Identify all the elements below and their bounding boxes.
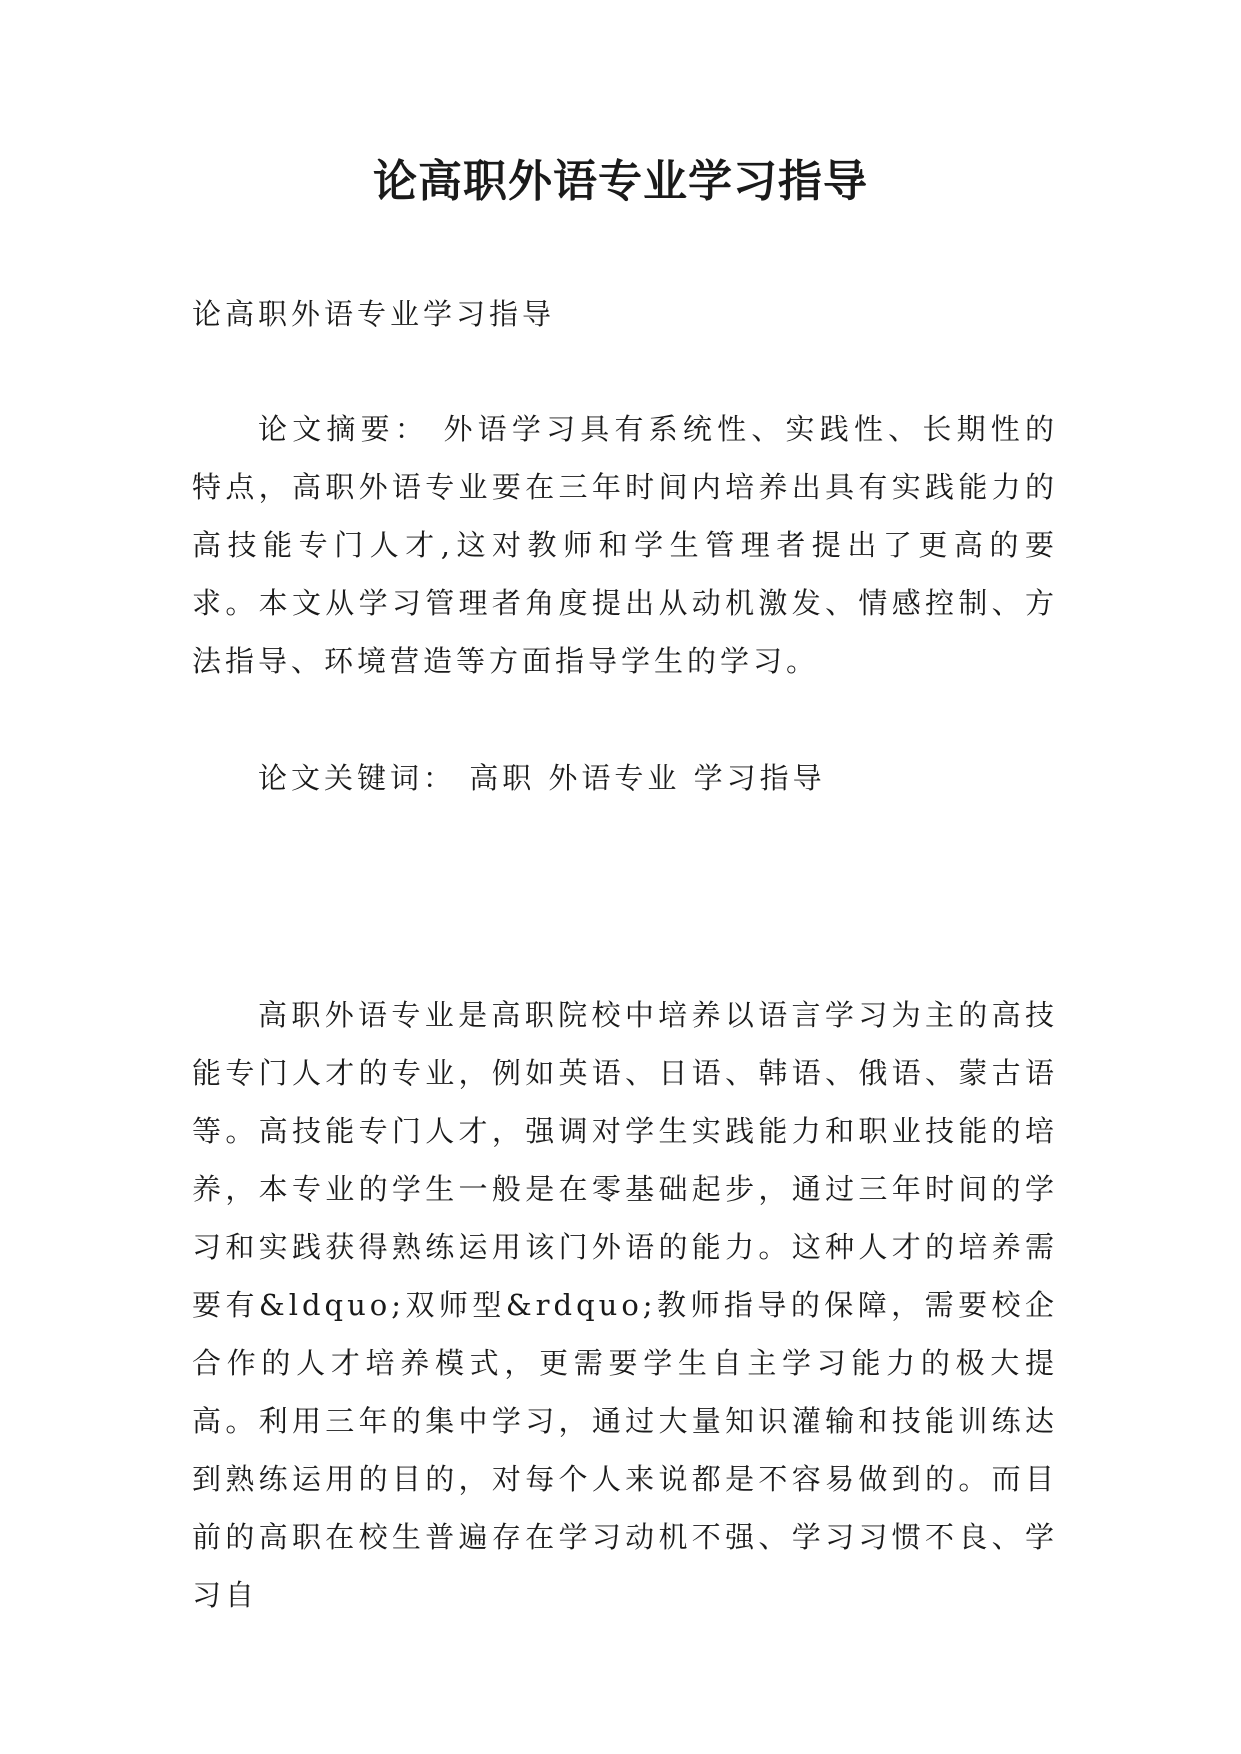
abstract-paragraph: 论文摘要： 外语学习具有系统性、实践性、长期性的特点，高职外语专业要在三年时间内培养出具有实践能力的高技能专门人才,这对教师和学生管理者提出了更高的要求。本文从学习管理者角度提出从动机激发、情感控制、方法指导、环境营造等方面指导学生的学习。 <box>192 412 1058 678</box>
document-subtitle: 论高职外语专业学习指导 <box>192 297 556 331</box>
document-title: 论高职外语专业学习指导 <box>373 156 868 207</box>
keywords-paragraph: 论文关键词： 高职 外语专业 学习指导 <box>258 761 826 795</box>
body-paragraph: 高职外语专业是高职院校中培养以语言学习为主的高技能专门人才的专业，例如英语、日语、韩语、俄语、蒙古语等。高技能专门人才，强调对学生实践能力和职业技能的培养，本专业的学生一般是在零基础起步，通过三年时间的学习和实践获得熟练运用该门外语的能力。这种人才的培养需要有&ldquo;双师型&rdquo;教师指导的保障，需要校企合作的人才培养模式，更需要学生自主学习能力的极大提高。利用三年的集中学习，通过大量知识灌输和技能训练达到熟练运用的目的，对每个人来说都是不容易做到的。而目前的高职在校生普遍存在学习动机不强、学习习惯不良、学习自 <box>192 998 1058 1612</box>
